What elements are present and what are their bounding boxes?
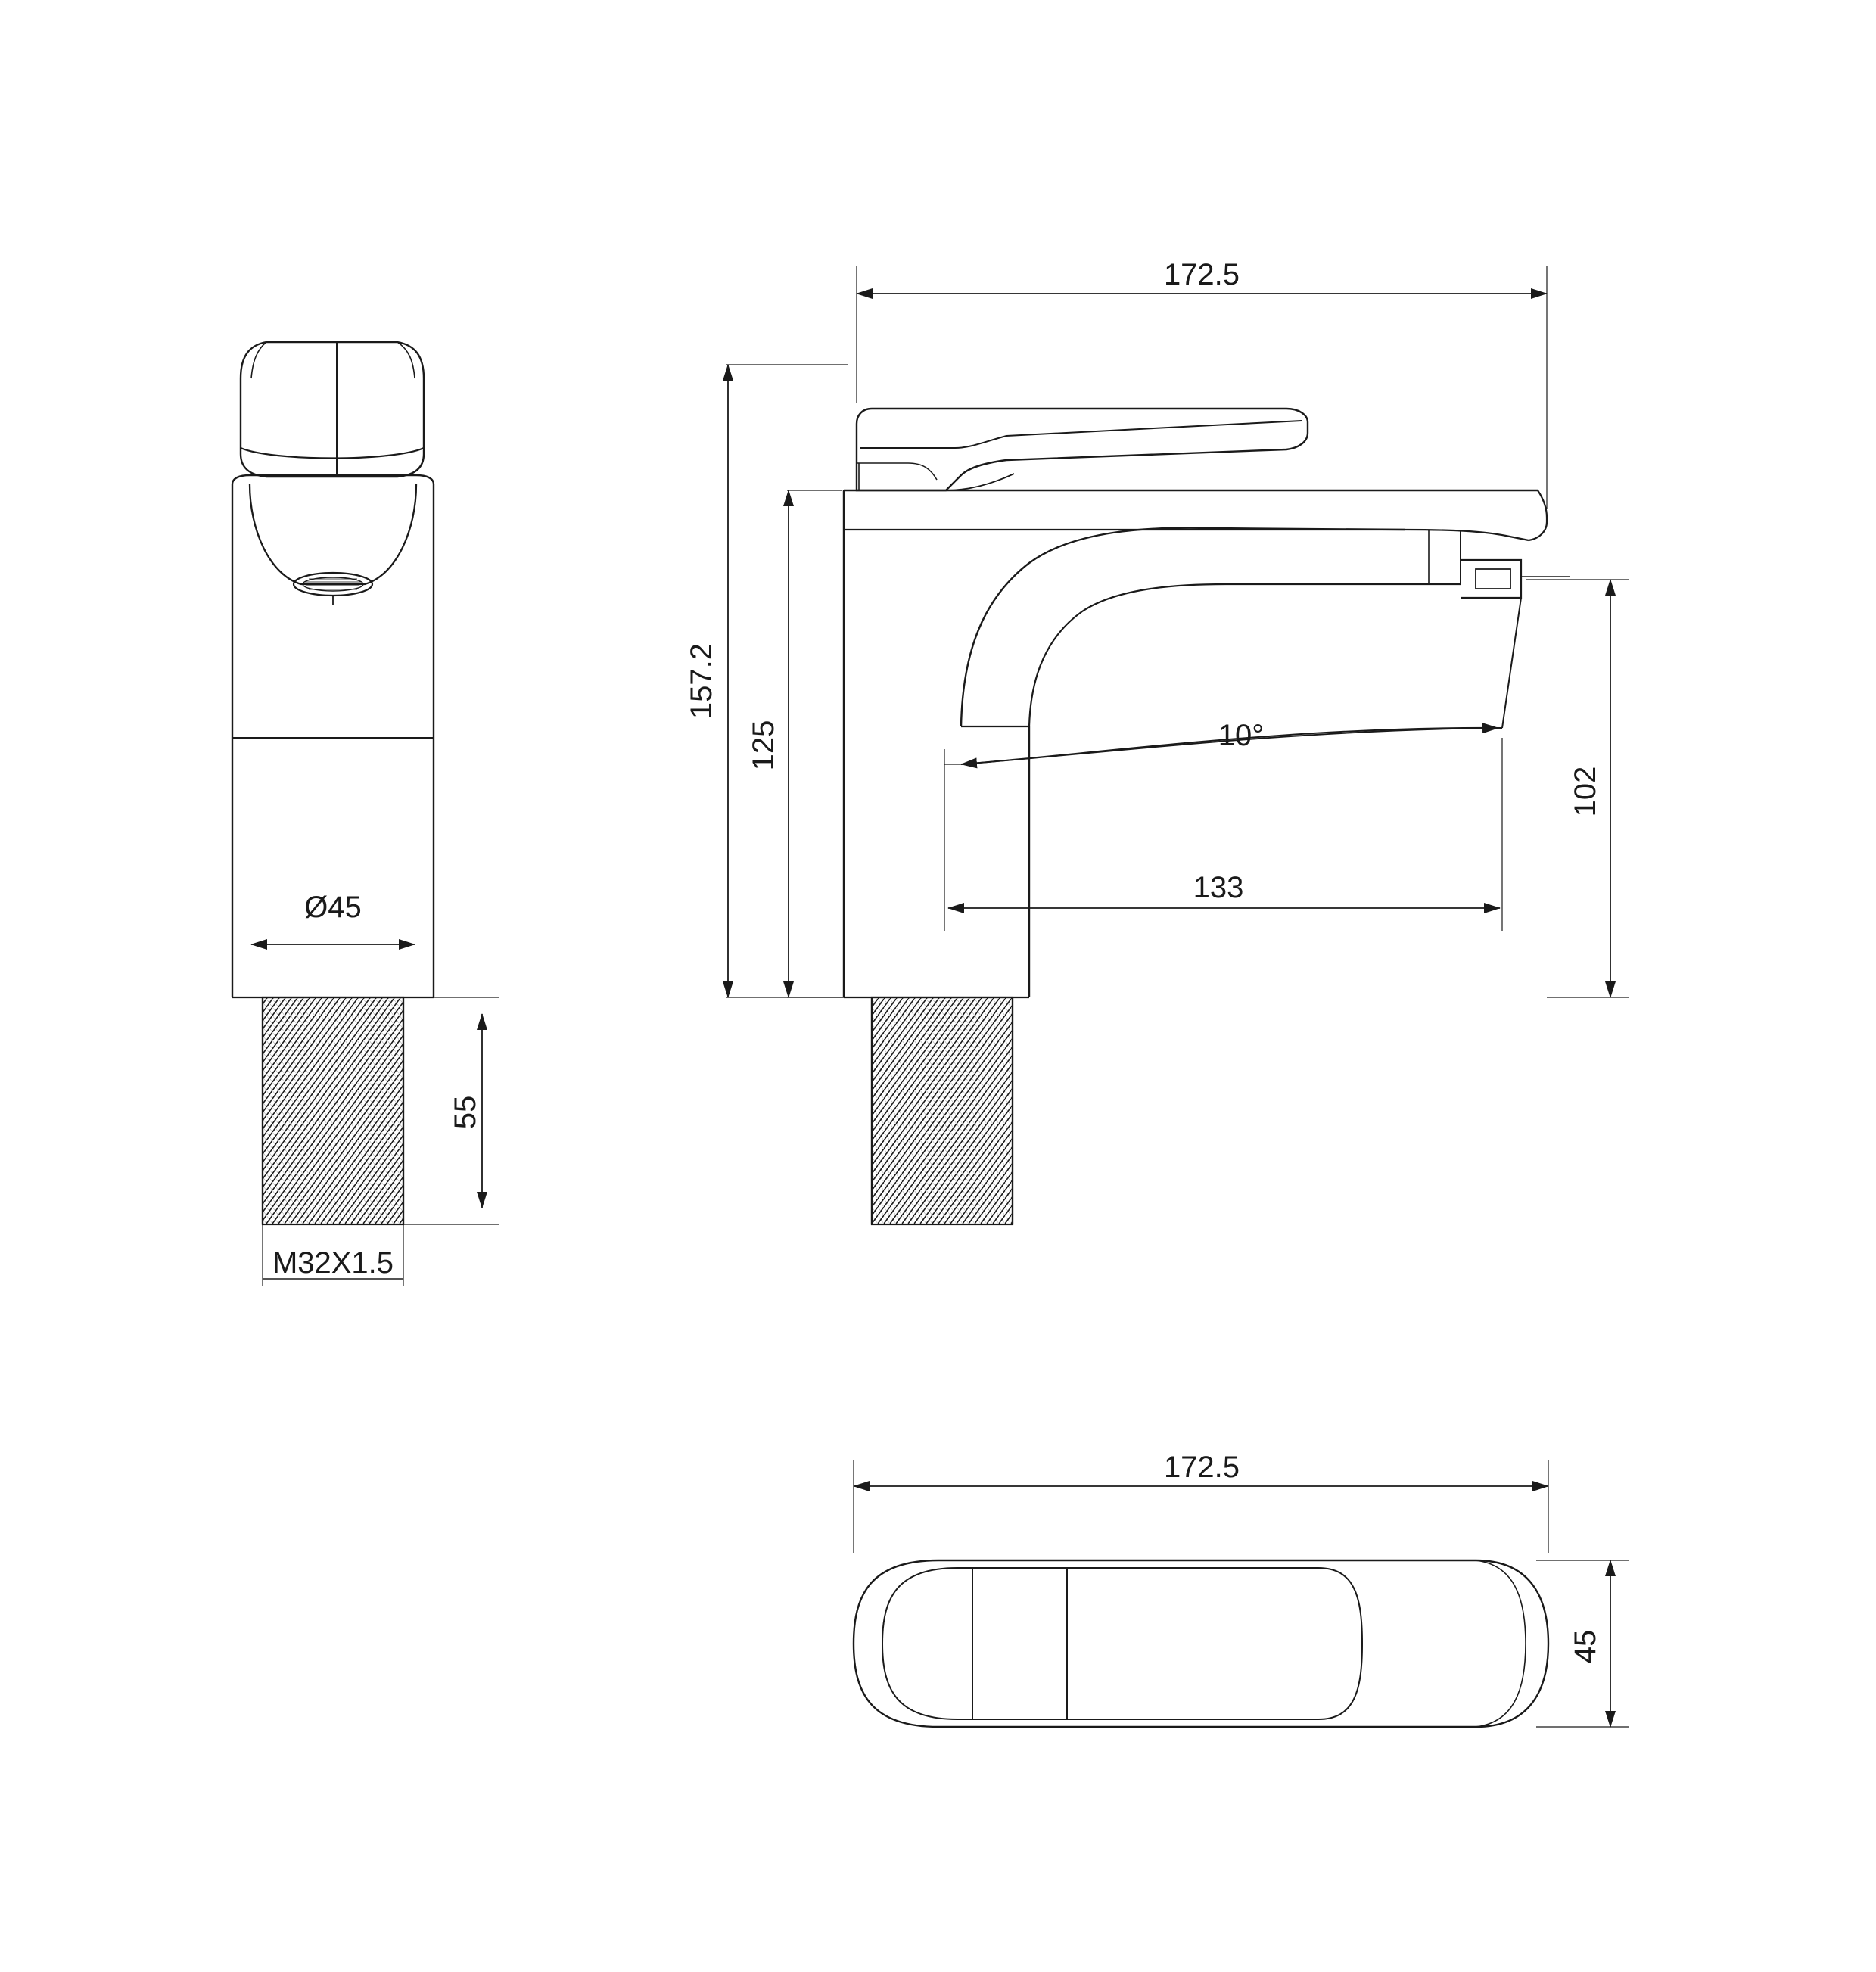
dimension-thread-spec xyxy=(263,1224,403,1286)
dim-label-top-width: 45 xyxy=(1569,1629,1602,1664)
dimension-top-width xyxy=(1536,1560,1629,1727)
dimension-thread-length xyxy=(403,997,499,1224)
dim-label-base-diameter: Ø45 xyxy=(304,891,362,924)
dim-label-overall-width-side: 172.5 xyxy=(1163,258,1240,291)
front-view xyxy=(232,342,434,1224)
top-view xyxy=(854,1560,1548,1727)
dimension-total-height xyxy=(685,365,867,997)
dimension-top-length xyxy=(854,1451,1548,1553)
dim-label-spout-reach: 133 xyxy=(1193,871,1244,904)
dimension-spout-height xyxy=(1029,580,1629,997)
dim-label-thread-length: 55 xyxy=(449,1095,482,1130)
dim-label-top-length: 172.5 xyxy=(1163,1451,1240,1484)
dim-label-thread-spec: M32X1.5 xyxy=(272,1246,394,1280)
dimension-overall-width-side xyxy=(857,258,1547,509)
dim-label-body-height: 125 xyxy=(747,720,780,771)
dimension-base-diameter xyxy=(232,891,434,961)
dim-label-spout-height: 102 xyxy=(1569,766,1602,817)
dimension-body-height xyxy=(747,490,867,997)
dim-label-spout-angle: 10° xyxy=(1218,719,1265,752)
side-view xyxy=(844,409,1570,1224)
dim-label-total-height: 157.2 xyxy=(685,642,718,720)
dimension-spout-reach xyxy=(944,738,1502,931)
drawing-frame xyxy=(232,258,1629,1727)
